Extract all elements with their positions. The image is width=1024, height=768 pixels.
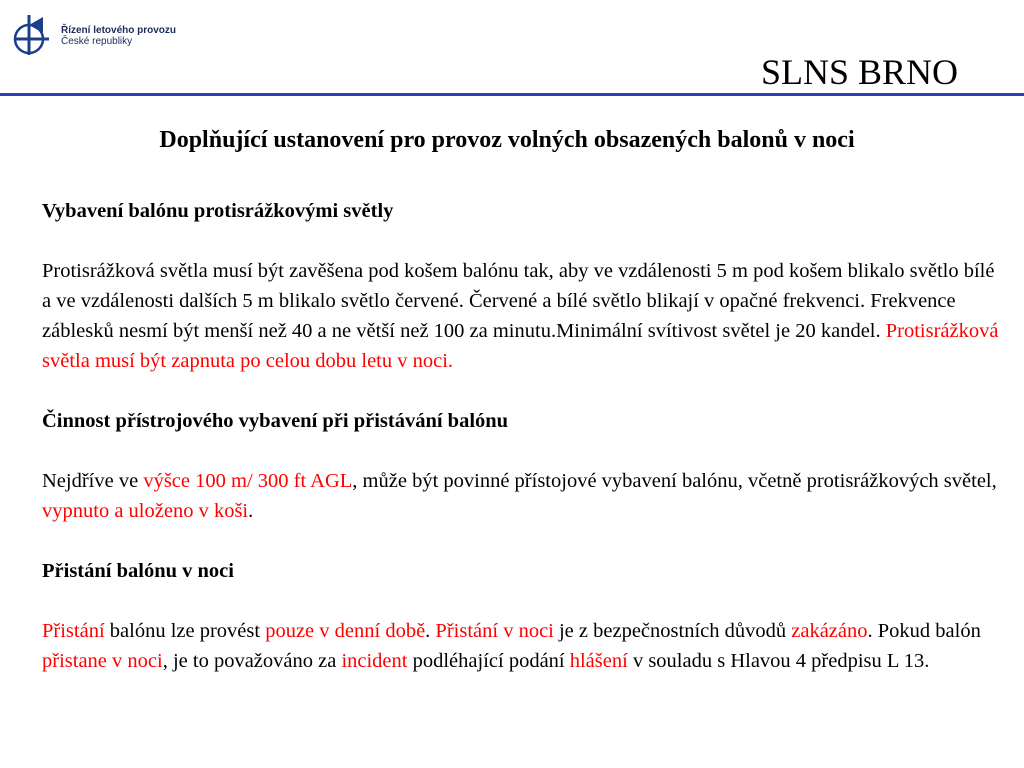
page-title: Doplňující ustanovení pro provoz volných obsazených balonů v noci	[159, 127, 855, 153]
logo-text	[61, 25, 176, 47]
paragraph-text: je z bezpečnostních důvodů	[553, 620, 792, 642]
paragraph-text: . Pokud balón	[867, 620, 981, 642]
paragraph-text: , může být povinné přístojové vybavení balónu, včetně protisrážkových světel,	[352, 470, 997, 492]
paragraph-text: Protisrážková světla musí být zavěšena pod košem balónu tak, aby ve vzdálenosti 5 m pod košem blikalo světlo bílé a ve vzdálenosti dalších 5 m blikalo světlo červené. Červené a bílé světlo blikají v opačné frekvenci. Frekvence záblesků nesmí být menší než 40 a ne větší než 100 za minutu.Minimální svítivost světel je 20 kandel.	[42, 260, 995, 342]
logo-line-1: Řízení letového provozu	[61, 25, 177, 36]
paragraph-text: .	[248, 500, 254, 522]
paragraph-text: balónu lze provést	[104, 620, 266, 642]
section-paragraph	[42, 256, 1004, 376]
highlighted-text: výšce 100 m/ 300 ft AGL	[143, 470, 353, 492]
highlighted-text: Protisrážková světla musí být zapnuta po celou dobu letu v noci.	[42, 320, 999, 372]
highlighted-text: incident	[341, 650, 408, 672]
highlighted-text: hlášení	[569, 650, 628, 672]
highlighted-text: Přistání	[42, 620, 105, 642]
paragraph-text: Nejdříve ve	[42, 470, 144, 492]
section-heading: Činnost přístrojového vybavení při přistávání balónu	[42, 410, 509, 432]
section-heading: Přistání balónu v noci	[42, 560, 234, 582]
paragraph-text: .	[425, 620, 436, 642]
section-paragraph	[42, 616, 1004, 676]
highlighted-text: vypnuto a uloženo v koši	[42, 500, 249, 522]
paragraph-text: , je to považováno za	[162, 650, 342, 672]
section-paragraph	[42, 466, 1004, 526]
header-divider	[0, 93, 1024, 96]
section-heading: Vybavení balónu protisrážkovými světly	[42, 200, 394, 222]
highlighted-text: zakázáno	[791, 620, 868, 642]
paragraph-text: v souladu s Hlavou 4 předpisu L 13.	[627, 650, 930, 672]
highlighted-text: pouze v denní době	[265, 620, 426, 642]
logo-line-2: České republiky	[61, 36, 133, 47]
paragraph-text: podléhající podání	[407, 650, 570, 672]
highlighted-text: přistane v noci	[42, 650, 163, 672]
anscr-logo-icon	[13, 13, 57, 57]
logo	[13, 13, 213, 63]
highlighted-text: Přistání v noci	[435, 620, 554, 642]
content	[42, 196, 1004, 676]
header-title: SLNS BRNO	[760, 52, 958, 92]
